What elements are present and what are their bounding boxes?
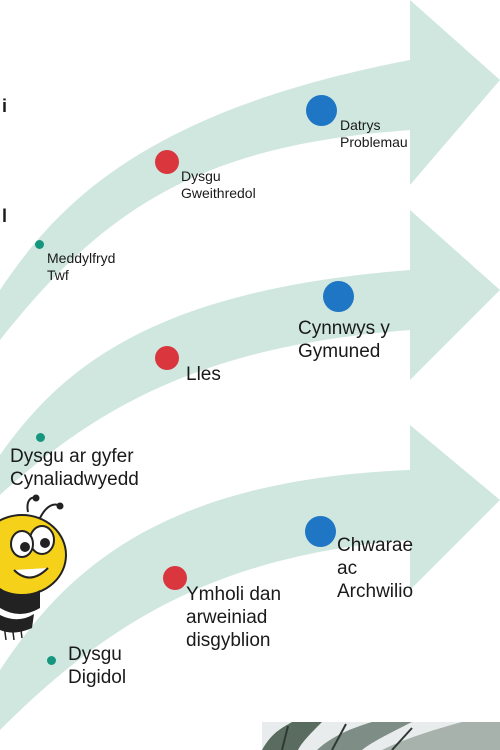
small-dot-marker [36,433,45,442]
point-label: Chwarae ac Archwilio [337,535,414,603]
blue-dot-marker [323,281,354,312]
point-label: Dysgu Gweithredol [181,168,256,201]
tree-photo-image [262,722,500,750]
point-label: Ymholi dan arweiniad disgyblion [186,584,282,652]
point-label: Meddylfryd Twf [47,250,116,283]
point-label: Cynnwys y Gymuned [298,318,390,363]
point-label: Dysgu ar gyfer Cynaliadwyedd [10,446,139,491]
point-label: Lles [186,364,221,385]
point-label: Datrys Problemau [340,117,408,150]
bee-mascot-icon [0,490,80,640]
red-dot-marker [163,566,187,590]
blue-dot-marker [305,516,336,547]
cutoff-text-fragment: l [2,206,8,226]
blue-dot-marker [306,95,337,126]
red-dot-marker [155,346,179,370]
small-dot-marker [35,240,44,249]
small-dot-marker [47,656,56,665]
cutoff-text-fragment: i [2,96,8,116]
red-dot-marker [155,150,179,174]
point-label: Dysgu Digidol [68,644,127,689]
